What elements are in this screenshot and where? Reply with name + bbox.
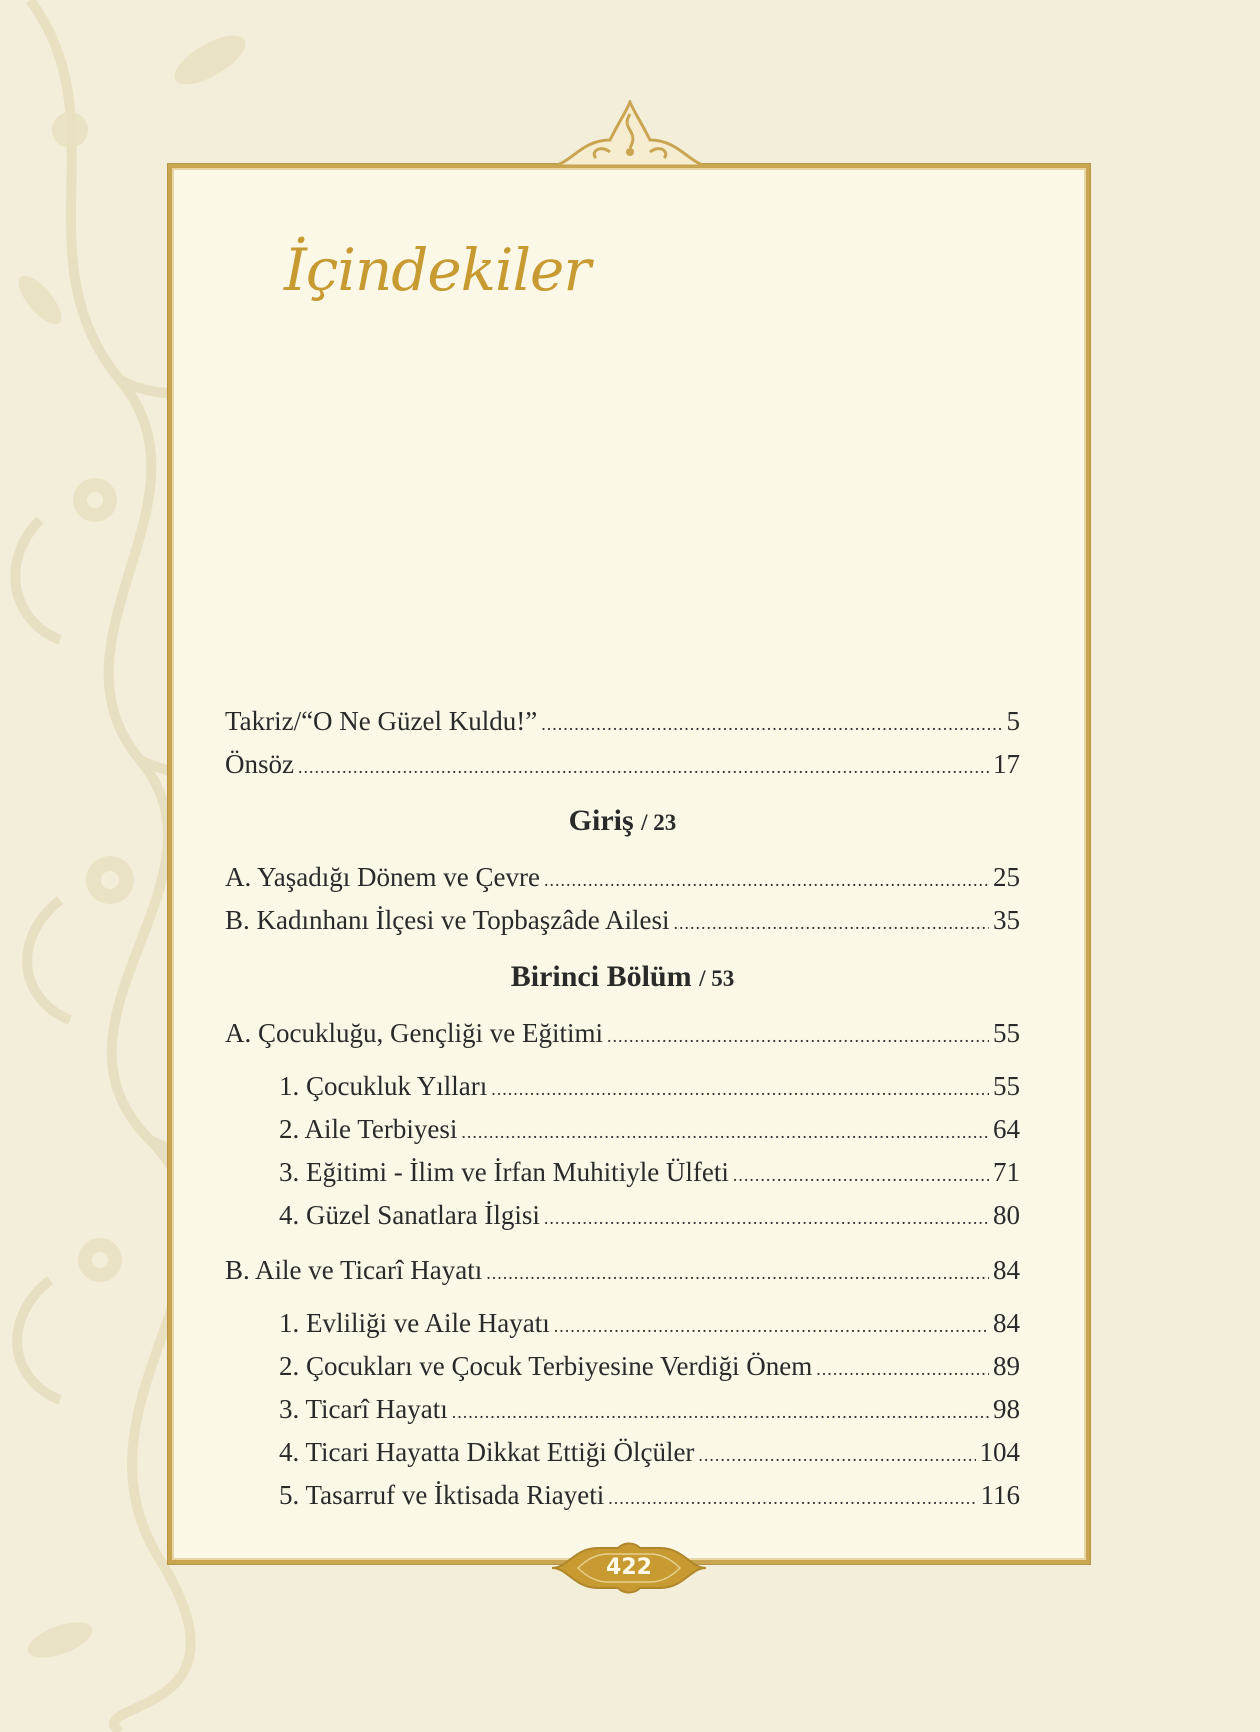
toc-entry-label: 2. Aile Terbiyesi xyxy=(279,1114,458,1144)
dot-leader xyxy=(491,1068,989,1111)
toc-entry-page: 35 xyxy=(993,905,1020,935)
toc-entry-label: B. Kadınhanı İlçesi ve Topbaşzâde Ailesi xyxy=(225,905,670,935)
toc-entry-page: 80 xyxy=(993,1200,1020,1230)
toc-subentry[interactable] xyxy=(225,1302,1020,1345)
toc-entry-page: 98 xyxy=(993,1394,1020,1424)
toc-subentry[interactable] xyxy=(225,1388,1020,1431)
toc-subentry[interactable] xyxy=(225,1151,1020,1194)
toc-subentry[interactable] xyxy=(225,1194,1020,1237)
toc-entry[interactable] xyxy=(225,856,1020,899)
toc-entry[interactable] xyxy=(225,1249,1020,1292)
toc-entry-label: 5. Tasarruf ve İktisada Riayeti xyxy=(279,1480,605,1510)
section-heading-title: Giriş xyxy=(568,804,634,837)
toc-entry[interactable] xyxy=(225,1012,1020,1055)
page-number: 422 xyxy=(606,1555,652,1580)
dot-leader xyxy=(674,902,990,945)
dot-leader xyxy=(452,1391,989,1434)
dot-leader xyxy=(698,1434,975,1477)
toc-entry-label: 2. Çocukları ve Çocuk Terbiyesine Verdiği Önem xyxy=(279,1351,813,1381)
frame-crest-ornament xyxy=(540,100,720,170)
toc-entry-page: 116 xyxy=(980,1480,1020,1510)
section-heading-title: Birinci Bölüm xyxy=(510,960,692,993)
toc-entry-label: A. Çocukluğu, Gençliği ve Eğitimi xyxy=(225,1018,603,1048)
page-title: İçindekiler xyxy=(284,236,591,304)
section-heading-birinci-bolum[interactable] xyxy=(225,948,1020,1006)
toc-entry-page: 71 xyxy=(993,1157,1020,1187)
toc-subentry[interactable] xyxy=(225,1065,1020,1108)
toc-subentry[interactable] xyxy=(225,1108,1020,1151)
toc-subentry[interactable] xyxy=(225,1474,1020,1517)
toc-entry-label: Önsöz xyxy=(225,749,294,779)
dot-leader xyxy=(608,1477,976,1520)
dot-leader xyxy=(541,703,1002,746)
dot-leader xyxy=(298,746,989,789)
toc-entry-page: 84 xyxy=(993,1255,1020,1285)
toc-entry-label: 3. Eğitimi - İlim ve İrfan Muhitiyle Ülfeti xyxy=(279,1157,729,1187)
toc-entry-page: 55 xyxy=(993,1018,1020,1048)
toc-subentry[interactable] xyxy=(225,1345,1020,1388)
toc-entry-page: 25 xyxy=(993,862,1020,892)
toc-entry-page: 89 xyxy=(993,1351,1020,1381)
toc-entry-page: 64 xyxy=(993,1114,1020,1144)
toc-entry-label: 4. Ticari Hayatta Dikkat Ettiği Ölçüler xyxy=(279,1437,695,1467)
dot-leader xyxy=(486,1252,989,1295)
section-heading-page: / 53 xyxy=(699,966,735,991)
dot-leader xyxy=(816,1348,989,1391)
toc-entry[interactable] xyxy=(225,743,1020,786)
dot-leader xyxy=(461,1111,989,1154)
table-of-contents xyxy=(225,700,1020,1517)
toc-entry[interactable] xyxy=(225,700,1020,743)
dot-leader xyxy=(554,1305,989,1348)
toc-entry-label: 1. Evliliği ve Aile Hayatı xyxy=(279,1308,550,1338)
toc-entry-page: 84 xyxy=(993,1308,1020,1338)
toc-entry[interactable] xyxy=(225,899,1020,942)
toc-entry-label: 1. Çocukluk Yılları xyxy=(279,1071,488,1101)
section-heading-giris[interactable] xyxy=(225,792,1020,850)
toc-entry-label: 3. Ticarî Hayatı xyxy=(279,1394,448,1424)
toc-entry-page: 55 xyxy=(993,1071,1020,1101)
dot-leader xyxy=(544,859,989,902)
toc-entry-page: 17 xyxy=(993,749,1020,779)
toc-entry-page: 5 xyxy=(1006,706,1020,736)
toc-entry-page: 104 xyxy=(979,1437,1020,1467)
dot-leader xyxy=(544,1197,989,1240)
section-heading-page: / 23 xyxy=(641,810,677,835)
dot-leader xyxy=(607,1015,989,1058)
toc-entry-label: Takriz/“O Ne Güzel Kuldu!” xyxy=(225,706,538,736)
toc-entry-label: B. Aile ve Ticarî Hayatı xyxy=(225,1255,483,1285)
toc-entry-label: A. Yaşadığı Dönem ve Çevre xyxy=(225,862,540,892)
toc-entry-label: 4. Güzel Sanatlara İlgisi xyxy=(279,1200,540,1230)
toc-subentry[interactable] xyxy=(225,1431,1020,1474)
dot-leader xyxy=(733,1154,989,1197)
